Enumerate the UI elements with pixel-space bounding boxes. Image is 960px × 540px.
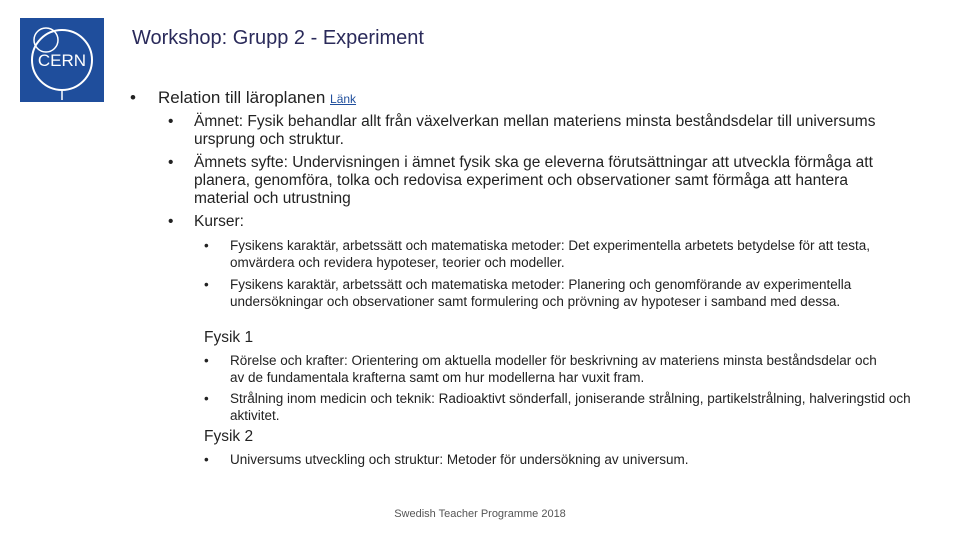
page-title: Workshop: Grupp 2 - Experiment bbox=[132, 27, 424, 49]
bullet: • bbox=[168, 113, 174, 130]
bullet: • bbox=[204, 452, 209, 467]
bullet: • bbox=[130, 88, 136, 107]
bullet: • bbox=[168, 154, 174, 171]
relation-heading bbox=[158, 88, 356, 109]
footer: Swedish Teacher Programme 2018 bbox=[394, 508, 566, 520]
laroplan-link[interactable]: Länk bbox=[330, 92, 357, 106]
fysik1-label: Fysik 1 bbox=[204, 329, 254, 346]
list-item-kurser: Kurser: bbox=[194, 213, 244, 230]
list-item-syfte: Ämnets syfte: Undervisningen i ämnet fysik ska ge eleverna förutsättningar att utveckla förmåga att planera, genomföra, tolka och redovisa experiment och observationer samt förmåga att hantera material och utrustning bbox=[194, 154, 873, 207]
fysik1-item: Rörelse och krafter: Orientering om aktuella modeller för beskrivning av materiens minsta beståndsdelar och av de fundamentala krafterna samt om hur modellerna har vuxit fram. bbox=[230, 353, 877, 385]
list-item-amnet: Ämnet: Fysik behandlar allt från växelverkan mellan materiens minsta beståndsdelar till universums ursprung och struktur. bbox=[194, 113, 876, 148]
fysik1-item: Strålning inom medicin och teknik: Radioaktivt sönderfall, joniserande strålning, partikelstrålning, halveringstid och aktivitet. bbox=[230, 391, 911, 423]
relation-label: Relation till läroplanen bbox=[158, 88, 326, 107]
bullet: • bbox=[204, 391, 209, 406]
fysik2-item: Universums utveckling och struktur: Metoder för undersökning av universum. bbox=[230, 452, 689, 467]
kurser-item: Fysikens karaktär, arbetssätt och matematiska metoder: Planering och genomförande av experimentella undersökningar och observationer samt formulering och prövning av hypoteser i samband med dessa. bbox=[230, 277, 852, 309]
bullet: • bbox=[168, 213, 174, 230]
kurser-item: Fysikens karaktär, arbetssätt och matematiska metoder: Det experimentella arbetets betydelse för att testa, omvärdera och revidera hypoteser, teorier och modeller. bbox=[230, 238, 871, 270]
bullet: • bbox=[204, 277, 209, 292]
logo-text: CERN bbox=[37, 51, 87, 70]
fysik2-label: Fysik 2 bbox=[204, 428, 254, 445]
bullet: • bbox=[204, 238, 209, 253]
bullet: • bbox=[204, 353, 209, 368]
cern-logo bbox=[20, 18, 104, 102]
